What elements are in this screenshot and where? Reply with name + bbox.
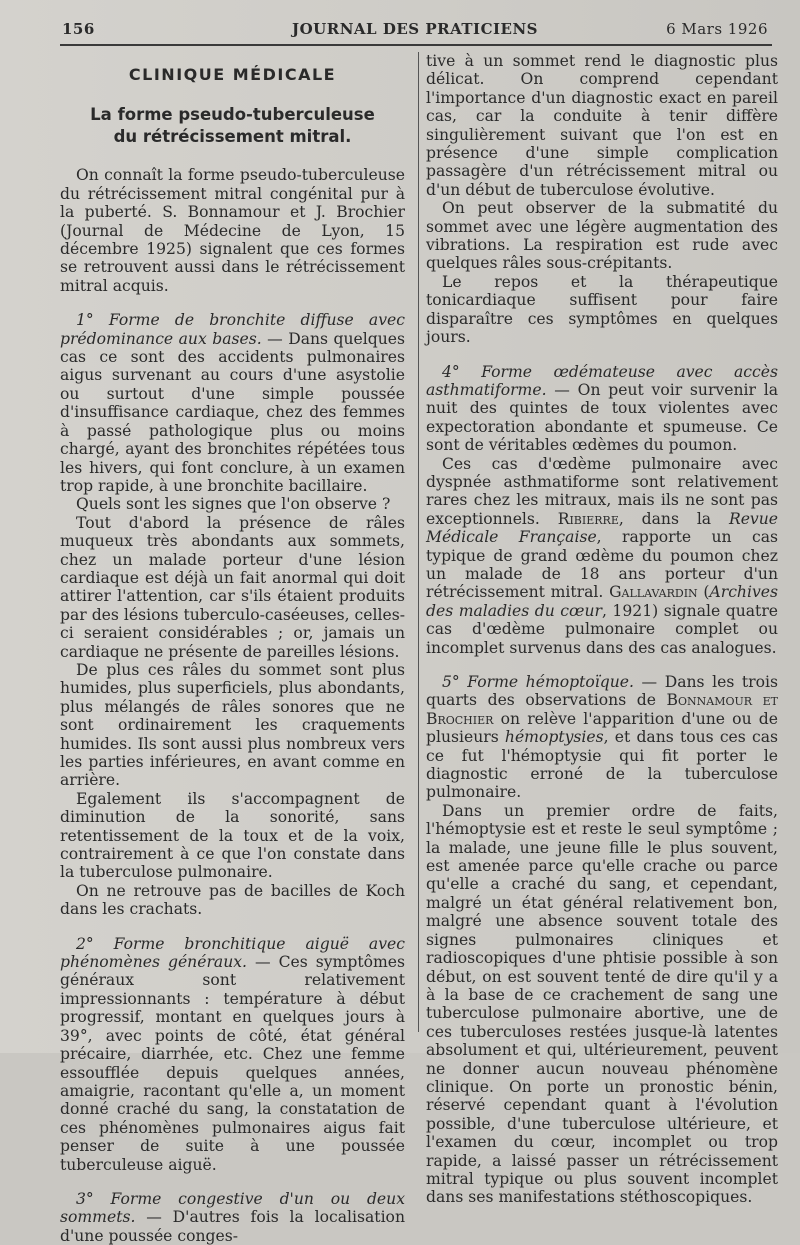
paragraph-form-3 (60, 1190, 405, 1245)
paragraph: Le repos et la thérapeutique tonicardiaque suffisent pour faire disparaître ces symptômes en quelques jours. (426, 272, 778, 347)
journal-citation: Revue Médicale Française (426, 509, 779, 547)
article-title-line-1: La forme pseudo-tuberculeuse (90, 105, 375, 125)
paragraph: tive à un sommet rend le diagnostic plus délicat. On comprend cependant l'importance d'un diagnostic exact en pareil cas, car la conduite à tenir diffère singulièrement suivant que l'on est en présence d'une simple complication passagère d'un rétrécissement mitral ou d'un début de tuberculose évolutive. (426, 52, 778, 199)
author-name: Bonnamour et Brochier (426, 691, 778, 728)
page-number: 156 (62, 20, 95, 38)
text-run: , 1921) signale quatre cas d'œdème pulmonaire complet ou incomplet survenus dans des cas analogues. (426, 601, 778, 657)
text-run: ( (697, 583, 710, 602)
paragraph-form-2 (60, 935, 405, 1174)
issue-date: 6 Mars 1926 (666, 20, 768, 38)
article-title (60, 104, 405, 148)
paragraph: Dans un premier ordre de faits, l'hémoptysie est et reste le seul symptôme ; la malade, une jeune fille le plus souvent, est amenée parce qu'elle crache ou parce qu'elle a craché du sang, et cependant, malgré un état général relativement bon, malgré une absence souvent totale des signes pulmonaires cliniques et radioscopiques d'une phtisie possible à son début, on est souvent tenté de dire qu'il y a à la base de ce crachement de sang une tuberculose pulmonaire abortive, une de ces tuberculoses restées jusque-là latentes absolument et qui, ultérieurement, peuvent ne donner aucun nouveau phénomène clinique. On porte un pronostic bénin, réservé cependant quant à l'évolution possible, d'une tuberculose ultérieure, et l'examen du cœur, incomplet ou trop rapide, a laissé passer un rétrécissement mitral typique ou plus souvent incomplet dans ses manifestations stéthoscopiques. (426, 801, 778, 1207)
text-run: , dans la (618, 509, 729, 528)
paragraph: Egalement ils s'accompagnent de diminution de la sonorité, sans retentissement de la toux et de la voix, contrairement à ce que l'on constate dans la tuberculose pulmonaire. (60, 789, 405, 882)
paragraph-form-1 (60, 311, 405, 495)
paragraph-citations (426, 455, 778, 657)
text-run: on relève l'apparition d'une ou de plusieurs (426, 709, 778, 747)
text-run: — Dans les trois quarts des observations de (426, 673, 778, 710)
form-2-text: — Ces symptômes généraux sont relativement impressionnants : température à début progressif, montant en quelques jours à 39°, avec points de côté, état général précaire, diarrhée, etc. Chez une femme essoufflée depuis quelques années, amaigrie, racontant qu'elle a, un moment donné craché du sang, la constatation de ces phénomènes pulmonaires aigus fait penser de suite à une poussée tuberculeuse aiguë. (60, 953, 405, 1174)
text-run: Ces cas d'œdème pulmonaire avec dyspnée asthmatiforme sont relativement rares chez les mitraux, mais ils ne sont pas exceptionnels. (426, 454, 778, 528)
article-title-line-2: du rétrécissement mitral. (113, 127, 352, 147)
form-3-heading: 3° Forme congestive d'un ou deux sommets. (60, 1189, 405, 1227)
author-name: Ribierre (557, 509, 619, 528)
emphasized-term: hémoptysies (504, 728, 604, 747)
form-1-heading: 1° Forme de bronchite diffuse avec prédominance aux bases. (60, 311, 405, 348)
form-1-text: — Dans quelques cas ce sont des accidents pulmonaires aigus survenant au cours d'une asystolie ou surtout d'une simple poussée d'insuffisance cardiaque, chez des femmes à passé pathologique plus ou moins chargé, ayant des bronchites répétées tous les hivers, qui font conclure, à un examen trop rapide, à une bronchite bacillaire. (60, 329, 406, 495)
left-column (60, 52, 405, 1245)
journal-citation: Archives des maladies du cœur (426, 583, 779, 620)
header-rule (60, 44, 772, 46)
column-divider (418, 52, 419, 1032)
form-4-heading: 4° Forme œdémateuse avec accès asthmatiforme. (426, 362, 778, 399)
journal-title: JOURNAL DES PRATICIENS (292, 20, 538, 38)
paragraph-form-5 (426, 673, 778, 802)
text-run: , rapporte un cas typique de grand œdème du poumon chez un malade de 18 ans porteur d'un rétrécissement mitral. (426, 528, 778, 602)
form-4-text: — On peut voir survenir la nuit des quintes de toux violentes avec expectoration abondante et spumeuse. Ce sont de véritables œdèmes du poumon. (426, 380, 778, 455)
paragraph: On peut observer de la submatité du sommet avec une légère augmentation des vibrations. La respiration est rude avec quelques râles sous-crépitants. (426, 199, 778, 273)
text-run: , et dans tous ces cas ce fut l'hémoptysie qui fit porter le diagnostic erroné de la tuberculose pulmonaire. (426, 728, 778, 802)
author-name: Gallavardin (609, 583, 698, 602)
form-3-text: — D'autres fois la localisation d'une poussée conges- (60, 1208, 405, 1245)
paragraph: Tout d'abord la présence de râles muqueux très abondants aux sommets, chez un malade porteur d'une lésion cardiaque est déjà un fait anormal qui doit attirer l'attention, car s'ils étaient produits par des lésions tuberculo-caséeuses, celles-ci seraient considérables ; or, jamais un cardiaque ne présente de pareilles lésions. (60, 513, 405, 661)
form-2-heading: 2° Forme bronchitique aiguë avec phénomènes généraux. (60, 934, 405, 972)
paragraph: On ne retrouve pas de bacilles de Koch dans les crachats. (60, 881, 405, 919)
running-header (62, 20, 768, 42)
right-column (426, 52, 778, 1207)
intro-paragraph: On connaît la forme pseudo-tuberculeuse du rétrécissement mitral congénital pur à la puberté. S. Bonnamour et J. Brochier (Journal de Médecine de Lyon, 15 décembre 1925) signalent que ces formes se retrouvent aussi dans le rétrécissement mitral acquis. (60, 166, 405, 295)
form-5-heading: 5° Forme hémoptoïque. (442, 673, 634, 691)
section-title: CLINIQUE MÉDICALE (128, 65, 337, 84)
paragraph: De plus ces râles du sommet sont plus humides, plus superficiels, plus abondants, plus mélangés de râles sonores que ne sont ordinairement les craquements humides. Ils sont aussi plus nombreux vers les parties inférieures, en avant comme en arrière. (60, 660, 405, 790)
paragraph: Quels sont les signes que l'on observe ? (76, 495, 391, 514)
paragraph-form-4 (426, 363, 778, 455)
